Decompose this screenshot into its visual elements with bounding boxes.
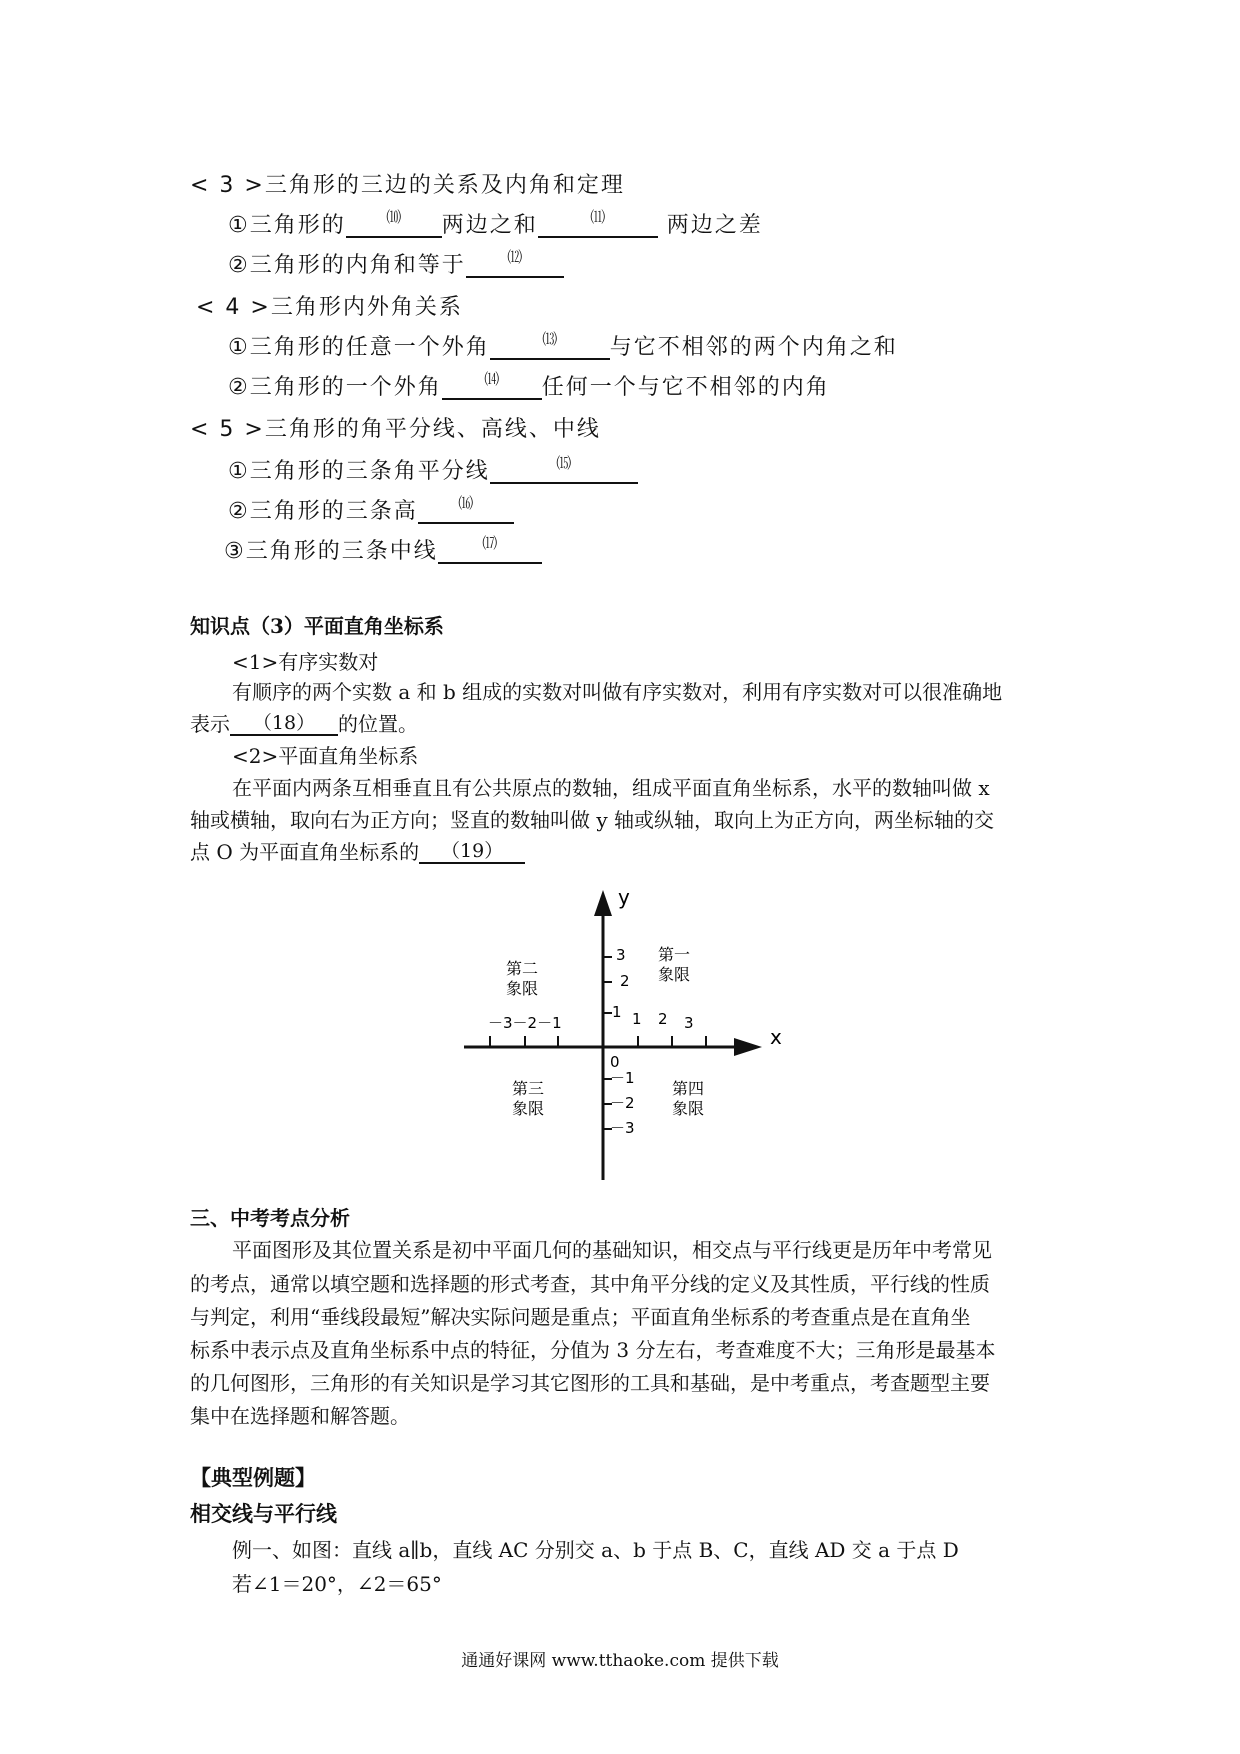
blank-12[interactable]: [466, 248, 564, 278]
section5-item1-a: ①三角形的三条角平分线: [228, 459, 490, 484]
quadrant1-line2: 象限: [658, 965, 691, 984]
x-tick-label-1: 1: [632, 1010, 642, 1028]
blank-10-number: ⑽: [386, 208, 402, 226]
knowledge3-p2-line2: 轴或横轴，取向右为正方向；竖直的数轴叫做 y 轴或纵轴，取向上为正方向，两坐标轴的交: [190, 808, 995, 832]
analysis-line-1: 平面图形及其位置关系是初中平面几何的基础知识，相交点与平行线更是历年中考常见: [232, 1238, 992, 1262]
p1-line2-b: 的位置。: [338, 712, 418, 736]
page-footer: 通通好课网 www.tthaoke.com 提供下载: [461, 1651, 779, 1671]
knowledge3-p1-line1: 有顺序的两个实数 a 和 b 组成的实数对叫做有序实数对，利用有序实数对可以很准确地: [232, 680, 1003, 704]
example1-line2: 若∠1＝20°，∠2＝65°: [232, 1572, 442, 1596]
blank-10[interactable]: [346, 208, 442, 238]
blank-17[interactable]: [438, 534, 542, 564]
origin-label: 0: [610, 1053, 620, 1071]
knowledge3-p2-line1: 在平面内两条互相垂直且有公共原点的数轴，组成平面直角坐标系，水平的数轴叫做 x: [232, 776, 990, 800]
quadrant4-line2: 象限: [672, 1099, 705, 1118]
section4-item1-c: 与它不相邻的两个内角之和: [609, 335, 898, 360]
quadrant4-line1: 第四: [672, 1079, 705, 1098]
section3-item1: [228, 208, 763, 240]
analysis-title: 三、中考考点分析: [190, 1206, 350, 1230]
x-tick-label-2: 2: [658, 1010, 668, 1028]
blank-13-number: ⒀: [542, 330, 558, 348]
y-tick-label-1: 1: [612, 1003, 622, 1021]
analysis-line-6: 集中在选择题和解答题。: [190, 1404, 410, 1428]
section3-item1-a: ①三角形的: [228, 213, 346, 238]
section3-item2-a: ②三角形的内角和等于: [228, 253, 466, 278]
analysis-line-3: 与判定，利用“垂线段最短”解决实际问题是重点；平面直角坐标系的考查重点是在直角坐: [190, 1305, 971, 1329]
section3-heading: < 3 >三角形的三边的关系及内角和定理: [190, 173, 625, 198]
blank-18[interactable]: [230, 710, 338, 736]
examples-title: 【典型例题】: [190, 1465, 316, 1490]
blank-11[interactable]: [538, 208, 658, 238]
section4-item2: [228, 370, 830, 402]
analysis-line-4: 标系中表示点及直角坐标系中点的特征，分值为 3 分左右，考查难度不大；三角形是最基本: [190, 1338, 996, 1362]
blank-15[interactable]: [490, 454, 638, 484]
blank-13[interactable]: [490, 330, 610, 360]
quadrant3-line1: 第三: [512, 1079, 545, 1098]
blank-16[interactable]: [418, 494, 514, 524]
knowledge3-p1-line2: [190, 710, 418, 738]
section3-item1-m: 两边之和: [441, 213, 538, 238]
x-tick-label-3: 3: [684, 1014, 694, 1032]
analysis-line-5: 的几何图形，三角形的有关知识是学习其它图形的工具和基础，是中考重点，考查题型主要: [190, 1371, 990, 1395]
y-axis-arrow: [594, 890, 612, 916]
section5-item2-a: ②三角形的三条高: [228, 499, 418, 524]
knowledge3-title: 知识点（3）平面直角坐标系: [190, 614, 444, 638]
section4-item1-a: ①三角形的任意一个外角: [228, 335, 490, 360]
section5-item1: [228, 454, 638, 486]
y-tick-label-neg1: －1: [610, 1069, 635, 1087]
section4-item1: [228, 330, 898, 362]
y-axis-label: y: [618, 885, 630, 909]
blank-19[interactable]: [419, 838, 525, 864]
y-tick-label-neg2: －2: [610, 1094, 635, 1112]
y-tick-label-2: 2: [620, 972, 630, 990]
quadrant3-line2: 象限: [512, 1099, 545, 1118]
knowledge3-sub2: <2>平面直角坐标系: [232, 744, 419, 768]
y-tick-label-3: 3: [616, 946, 626, 964]
quadrant1-line1: 第一: [658, 945, 691, 964]
blank-11-number: ⑾: [590, 208, 606, 226]
blank-14-number: ⒁: [484, 370, 500, 388]
section3-item1-c: 两边之差: [666, 213, 763, 238]
p2-line3-a: 点 O 为平面直角坐标系的: [190, 840, 420, 864]
quadrant2-line2: 象限: [506, 979, 539, 998]
section5-item3: [224, 534, 542, 566]
blank-18-number: （18）: [252, 712, 316, 734]
section4-item2-a: ②三角形的一个外角: [228, 375, 442, 400]
knowledge3-p2-line3: [190, 838, 525, 866]
section5-item3-a: ③三角形的三条中线: [224, 539, 438, 564]
blank-16-number: ⒃: [458, 494, 474, 512]
blank-17-number: ⒄: [482, 534, 498, 552]
blank-12-number: ⑿: [507, 248, 523, 266]
blank-14[interactable]: [442, 370, 542, 400]
knowledge3-sub1: <1>有序实数对: [232, 650, 379, 674]
blank-19-number: （19）: [441, 840, 504, 862]
x-neg-ticks: －3－2－1: [488, 1014, 562, 1032]
y-tick-label-neg3: －3: [610, 1119, 635, 1137]
p1-line2-a: 表示: [190, 712, 230, 736]
section3-item2: [228, 248, 564, 280]
section4-item2-c: 任何一个与它不相邻的内角: [541, 375, 830, 400]
examples-subtitle: 相交线与平行线: [190, 1501, 337, 1526]
section5-heading: < 5 >三角形的角平分线、高线、中线: [190, 417, 601, 442]
section4-heading: < 4 >三角形内外角关系: [196, 295, 463, 320]
x-axis-arrow: [734, 1038, 762, 1056]
example1-line1: 例一、如图：直线 a∥b，直线 AC 分别交 a、b 于点 B、C，直线 AD 交 a 于点 D: [232, 1538, 959, 1562]
blank-15-number: ⒂: [556, 454, 572, 472]
x-axis-label: x: [770, 1025, 782, 1049]
quadrant2-line1: 第二: [506, 959, 539, 978]
section5-item2: [228, 494, 514, 526]
coordinate-plane-figure: [450, 880, 800, 1190]
analysis-line-2: 的考点，通常以填空题和选择题的形式考查，其中角平分线的定义及其性质，平行线的性质: [190, 1272, 990, 1296]
